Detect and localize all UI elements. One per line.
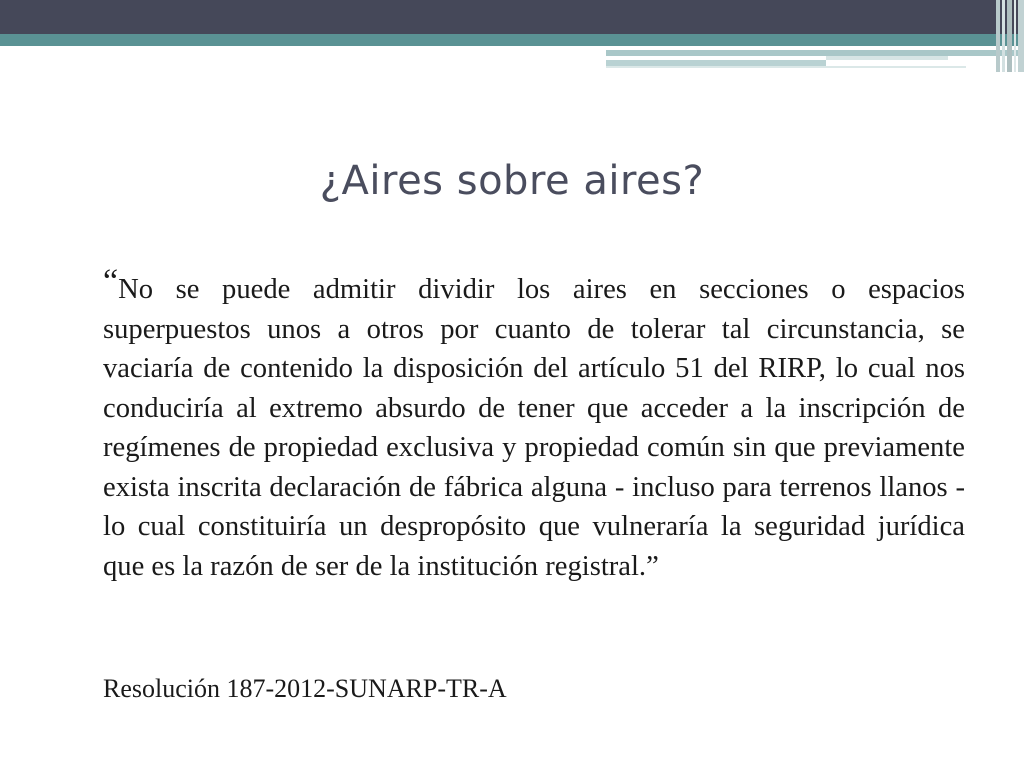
header-band-dark <box>0 0 1024 34</box>
quote-open-mark: “ <box>103 263 119 300</box>
corner-stripe <box>1014 0 1016 72</box>
slide-title: ¿Aires sobre aires? <box>319 158 705 204</box>
header-accent-line <box>606 50 1024 56</box>
corner-stripe <box>1007 0 1012 72</box>
corner-stripe <box>1018 0 1024 72</box>
header-band-teal <box>0 34 1024 46</box>
quote-paragraph <box>103 262 965 586</box>
quote-text: No se puede admitir dividir los aires en secciones o espacios superpuestos unos a otros por cuanto de tolerar tal circunstancia, se vaciaría de contenido la disposición del artículo 51 del RIRP, lo cual nos conduciría al extremo absurdo de tener que acceder a la inscripción de regímenes de propiedad exclusiva y propiedad común sin que previamente exista inscrita declaración de fábrica alguna - incluso para terrenos llanos - lo cual constituiría un despropósito que vulneraría la seguridad jurídica que es la razón de ser de la institución registral. <box>103 274 965 582</box>
header-accent-line <box>606 66 966 68</box>
quote-citation: Resolución 187-2012-SUNARP-TR-A <box>103 674 507 703</box>
corner-stripes <box>994 0 1024 72</box>
corner-stripe <box>1002 0 1005 72</box>
header-accent-line <box>826 56 948 60</box>
quote-close-mark: ” <box>646 550 659 582</box>
corner-stripe <box>996 0 1000 72</box>
